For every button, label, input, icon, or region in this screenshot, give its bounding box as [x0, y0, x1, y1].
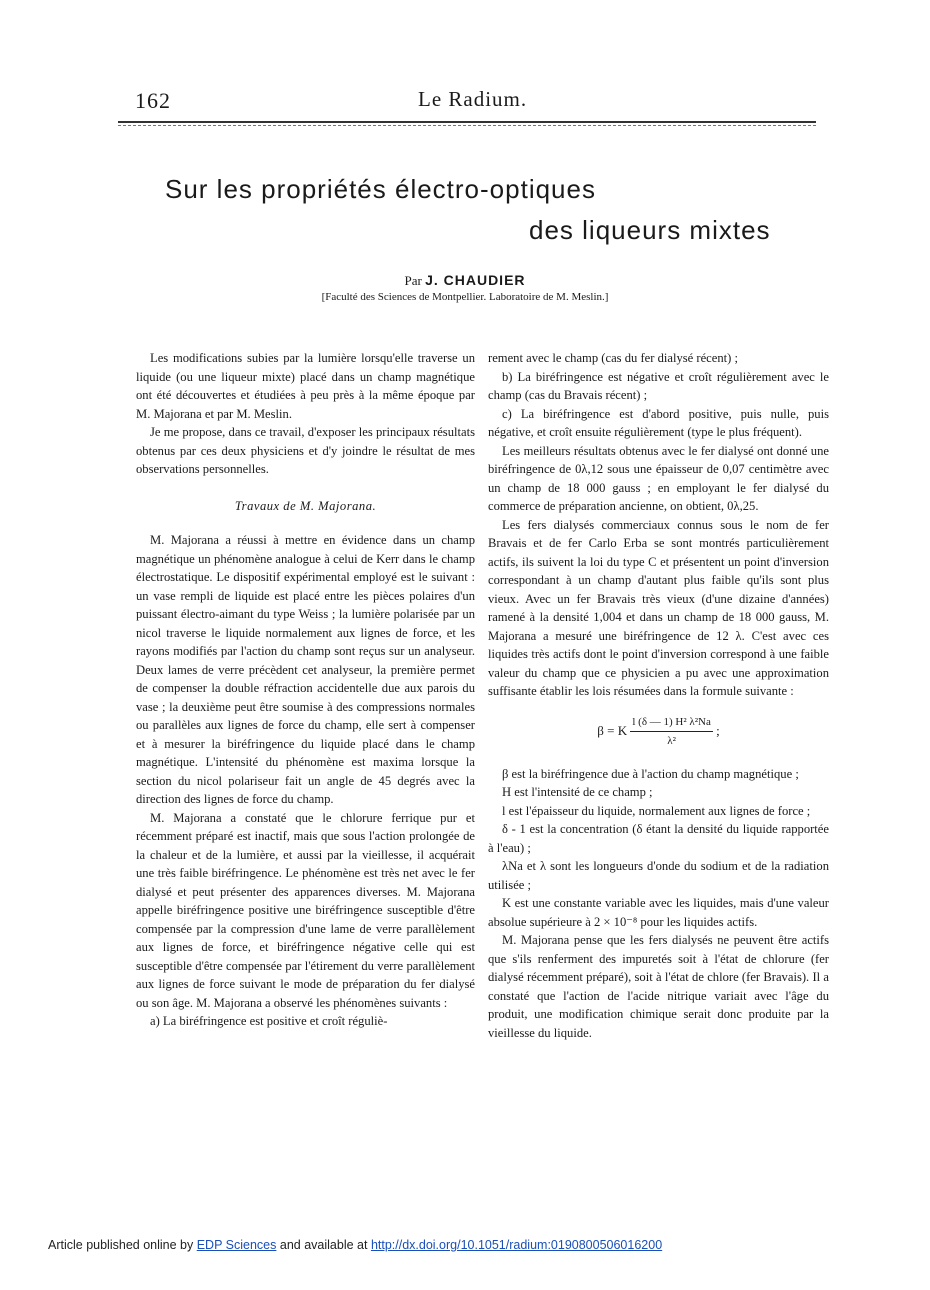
- paragraph: β est la biréfringence due à l'action du champ magnétique ;: [502, 766, 799, 781]
- byline-prefix: Par: [404, 273, 422, 288]
- paragraph: rement avec le champ (cas du fer dialysé récent) ;: [488, 351, 738, 365]
- left-column: [136, 349, 475, 1031]
- formula-numerator: l (δ — 1) H² λ²Na: [630, 713, 713, 733]
- doi-link[interactable]: http://dx.doi.org/10.1051/radium:0190800506016200: [370, 1238, 663, 1252]
- formula: [488, 713, 829, 751]
- list-item: c) La biréfringence est d'abord positive, puis nulle, puis négative, et croît ensuite régulièrement (type le plus fréquent).: [488, 406, 829, 439]
- paragraph: λNa et λ sont les longueurs d'onde du sodium et de la radiation utilisée ;: [488, 859, 829, 892]
- right-column: [488, 349, 829, 1042]
- list-item: b) La biréfringence est négative et croît régulièrement avec le champ (cas du Bravais récent) ;: [488, 369, 829, 402]
- paragraph: M. Majorana a réussi à mettre en évidence dans un champ magnétique un phénomène analogue à celui de Kerr dans le champ électrostatique. Le dispositif expérimental employé est le suivant : un vase rempli de liquide est placé entre les pièces polaires d'un puissant électro-aimant du type Weiss ; la lumière polarisée par un nicol traverse le liquide normalement aux lignes de force, et les rayons modifiés par l'action du champ sont reçus sur un analyseur. Deux lames de verre précèdent cet analyseur, la première permet de compenser la double réfraction accidentelle due aux parois du vase ; la deuxième peut être soumise à des compressions normales ou parallèles aux lignes de force du champ, elle sert à compenser et à mesurer la biréfringence du liquide placé dans le champ magnétique. L'intensité du phénomène est maxima lorsque la section du nicol polariseur fait un angle de 45 degrés avec la direction des lignes de force du champ.: [136, 533, 475, 806]
- article-title-line1: Sur les propriétés électro-optiques: [165, 174, 596, 204]
- footer-middle: and available at: [279, 1238, 368, 1252]
- footer-prefix: Article published online by: [48, 1238, 194, 1252]
- paragraph: δ - 1 est la concentration (δ étant la densité du liquide rapportée à l'eau) ;: [488, 822, 829, 855]
- paragraph: Les fers dialysés commerciaux connus sous le nom de fer Bravais et de fer Carlo Erba se sont montrés particulièrement actifs, ils suivent la loi du type C et présentent un point d'inversion correspondant à un champ d'autant plus faible qu'ils sont plus vieux. Avec un fer Bravais très vieux (d'une dizaine d'années) ramené à la densité 1,004 et dans un champ de 18 000 gauss, M. Majorana a mesuré une biréfringence de 12 λ. C'est avec ces liquides très actifs dont le point d'inversion correspond à une faible valeur du champ que ce physicien a pu avec une approximation suffisante établir les lois résumées dans la formule suivante :: [488, 517, 829, 698]
- article-title-line2: des liqueurs mixtes: [529, 215, 771, 245]
- paragraph: K est une constante variable avec les liquides, mais d'une valeur absolue supérieure à 2 × 10⁻⁸ pour les liquides actifs.: [488, 896, 829, 929]
- author-name: J. CHAUDIER: [425, 272, 526, 288]
- byline: [0, 272, 930, 289]
- formula-end: ;: [716, 722, 720, 738]
- affiliation: [Faculté des Sciences de Montpellier. Laboratoire de M. Meslin.]: [321, 291, 609, 303]
- header-rule-secondary: [118, 125, 816, 126]
- formula-fraction: [630, 713, 713, 751]
- paragraph: l est l'épaisseur du liquide, normalement aux lignes de force ;: [502, 803, 811, 818]
- list-item: a) La biréfringence est positive et croît réguliè-: [150, 1014, 388, 1028]
- publication-footer: [48, 1238, 662, 1252]
- paragraph: Les meilleurs résultats obtenus avec le fer dialysé ont donné une biréfringence de 0λ,12 sous une épaisseur de 0,07 centimètre avec un champ de 18 000 gauss ; en employant le fer dialysé du commerce de préparation ancienne, on obtient, 0λ,25.: [488, 443, 829, 513]
- page-number: 162: [135, 88, 171, 113]
- paragraph: Les modifications subies par la lumière lorsqu'elle traverse un liquide (ou une liqueur mixte) placé dans un champ magnétique ont été découvertes et étudiées à peu près à la même époque par M. Majorana et par M. Meslin.: [136, 351, 475, 421]
- paragraph: M. Majorana a constaté que le chlorure ferrique pur et récemment préparé est inactif, mais que sous l'action prolongée de la chaleur et de la lumière, et aussi par la vieillesse, il acquérait une très faible biréfringence. Le phénomène est très net avec le fer dialysé et peut présenter des apparences diverses. M. Majorana appelle biréfringence positive une biréfringence susceptible d'être compensée par la compression d'une lame de verre parallèlement aux lignes de force, et biréfringence négative celle qui est susceptible d'être compensée par l'étirement du verre parallèlement aux lignes de force suivant le mode de préparation du fer dialysé ou son âge. M. Majorana a observé les phénomènes suivants :: [136, 810, 475, 1010]
- journal-name: Le Radium.: [418, 87, 528, 111]
- paragraph: M. Majorana pense que les fers dialysés ne peuvent être actifs que s'ils renferment des impuretés soit à l'état de chlorure (fer dialysé récemment préparé), soit à l'état de chlore (fer Bravais). Il a constaté que l'action de l'acide nitrique variait avec l'âge du produit, une modification chimique serait donc produite par la vieillesse du liquide.: [488, 933, 829, 1040]
- publisher-link[interactable]: EDP Sciences: [196, 1238, 277, 1252]
- paragraph: Je me propose, dans ce travail, d'exposer les principaux résultats obtenus par ces deux physiciens et d'y joindre le résultat de mes observations personnelles.: [136, 425, 475, 476]
- header-rule: [118, 121, 816, 123]
- paragraph: H est l'intensité de ce champ ;: [502, 785, 653, 799]
- formula-lhs: β = K: [597, 722, 628, 738]
- formula-denominator: λ²: [667, 735, 676, 747]
- section-heading: Travaux de M. Majorana.: [234, 498, 377, 513]
